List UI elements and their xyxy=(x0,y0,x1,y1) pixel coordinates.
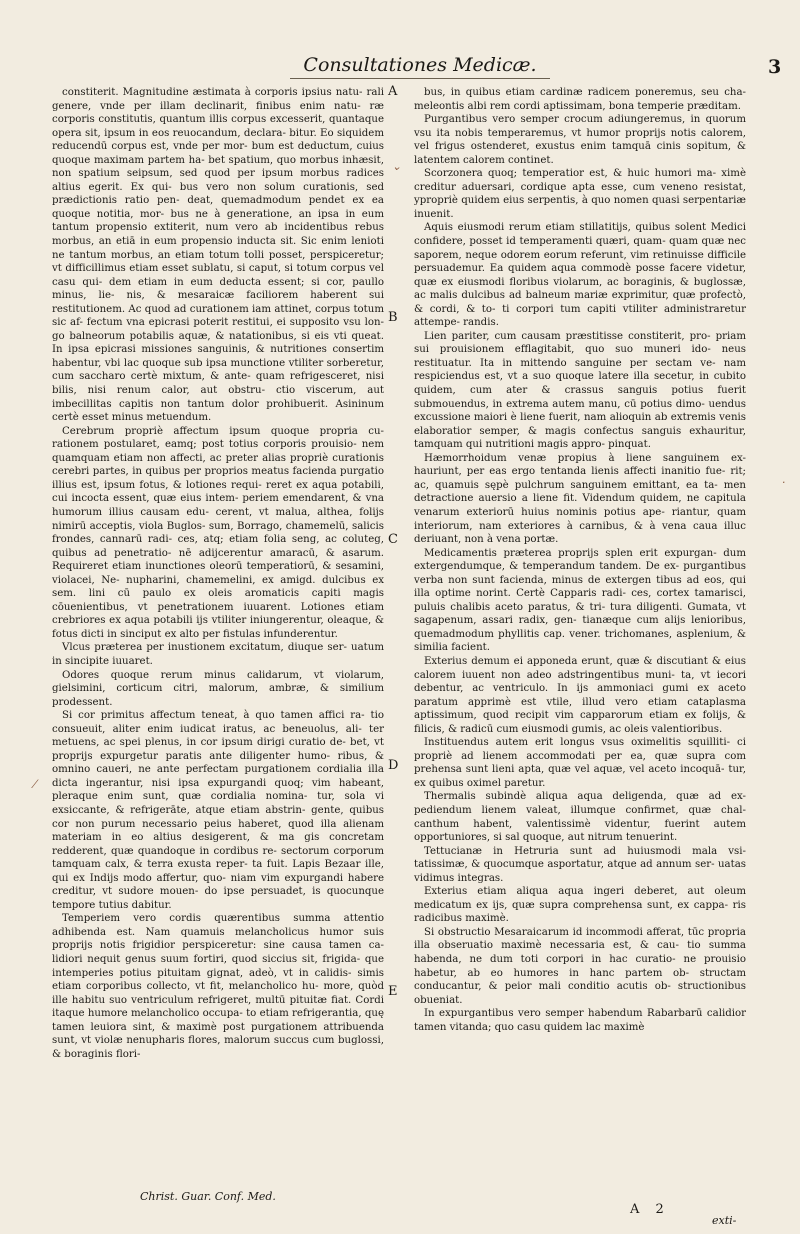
section-letter-a: A xyxy=(388,84,398,99)
paragraph: Tettucianæ in Hetruria sunt ad huiusmodi mala vsi- tatissimæ, & quocumque asportatur, atque ad annum ser- uatas vidimus integras. xyxy=(414,845,746,884)
footer-signature-line: Christ. Guar. Conf. Med. xyxy=(140,1190,276,1203)
paragraph: bus, in quibus etiam cardinæ radicem poneremus, seu cha- meleontis albi rem cordi aptissimam, bona temperie præditam. xyxy=(414,87,746,112)
paragraph: Cerebrum propriè affectum ipsum quoque propria cu- rationem postularet, eamq; post totius corporis prouisio- nem quamquam etiam non affecti, ac preter alias propriè curationis cerebri partes, in quibus per proprios meatus facienda purgatio illius est, ipsum fotus, & lotiones requi- reret ex aqua potabili, cui incocta essent, quæ eius intem- periem emendarent, & vna humorum illius causam edu- cerent, vt malua, althea, folijs nimirū acceptis, viola Buglos- sum, Borrago, chamemelū, salicis frondes, cannarū radi- ces, atq; etiam folia seng, ac coluteg, quibus ad penetratio- nē adijcerentur amaracū, & asarum. Requireret etiam inunctiones oleorū temperatiorū, & sesamini, violacei, Ne- nupharini, chamemelini, ex amigd. dulcibus ex sem. lini cū paulo ex oleis aromaticis capiti magis cōuenientibus, vt penetrationem iuuarent. Lotiones etiam crebriores ex aqua potabili ijs vtiliter iniungerentur, oleaque, & fotus dicti in sinciput ex alto per fistulas infunderentur. xyxy=(52,425,384,640)
paragraph: Si cor primitus affectum teneat, à quo tamen affici ra- tio consueuit, aliter enim iudicat iratus, ac beneuolus, ali- ter metuens, ac spei plenus, in cor ipsum dirigi curatio de- bet, vt proprijs expurgetur paratis ante diligenter humo- ribus, & omnino caueri, ne ante perfectam purgationem cordialia illa dicta ingerantur, nisi ipsa expurgandi quoq; vim habeant, pleraque enim sunt, quæ cordialia nomina- tur, sola vi exsiccante, & refrigerāte, atque etiam abstrin- gente, quibus cor non purum necessario peius haberet, quod illa alienam materiam in eo altius desigerent, & ma gis concretam redderent, quæ quandoque in cordibus re- sectorum corporum tamquam calx, & terra exusta reper- ta fuit. Lapis Bezaar ille, qui ex Indijs modo affertur, quo- niam vim expurgandi habere creditur, vt sudore mouen- do ipse persuadet, is quocunque tempore tutius dabitur. xyxy=(52,710,384,911)
running-head-title: Consultationes Medicæ. xyxy=(290,54,550,79)
section-letter-c: C xyxy=(388,532,398,547)
paragraph: Scorzonera quoq; temperatior est, & huic humori ma- ximè creditur aduersari, cordique apta esse, cum veneno resistat, ypropriè quidem eius serpentis, à quo nomen quasi serpentariæ inuenit. xyxy=(414,168,746,220)
paragraph: In expurgantibus vero semper habendum Rabarbarū calidior tamen vitanda; quo casu quidem lac maximè xyxy=(414,1008,746,1033)
paragraph: Thermalis subindè aliqua aqua deligenda, quæ ad ex- pediendum lienem valeat, illumque confirmet, quæ chal- canthum habent, valentissimè videntur, fuerint autem opportuniores, si sal quoque, aut nitrum tenuerint. xyxy=(414,791,746,844)
paragraph: Medicamentis præterea proprijs splen erit expurgan- dum extergendumque, & temperandum tandem. De ex- purgantibus verba non sunt facienda, minus de extergen tibus ad eos, qui illa optime norint. Certè Capparis radi- ces, cortex tamarisci, puluis chalibis aceto paratus, & tri- tura diligenti. Gumata, vt sagapenum, assari radix, gen- tianæque cum alijs lenioribus, quemadmodum phyllitis cap. vener. trichomanes, asplenium, & similia facient. xyxy=(414,547,746,654)
paragraph: Instituendus autem erit longus vsus oximelitis squilliti- ci propriè ad lienem accommodati per ea, quæ supra com prehensa sunt lieni apta, quæ vel aquæ, vel aceto incoquā- tur, ex quibus oximel paretur. xyxy=(414,737,746,789)
signature-mark: A 2 xyxy=(630,1202,670,1217)
right-text-column xyxy=(414,86,746,1034)
marginal-ink-mark: ⌄ xyxy=(392,160,402,173)
paragraph: Exterius etiam aliqua aqua ingeri deberet, aut oleum medicatum ex ijs, quæ supra comprehensa sunt, ex cappa- ris radicibus maximè. xyxy=(414,886,746,925)
marginal-ink-mark: · xyxy=(782,476,786,489)
paragraph: Hæmorrhoidum venæ propius à liene sanguinem ex- hauriunt, per eas ergo tentanda lienis affecti inanitio fue- rit; ac, quamuis sępè pulchrum sanguinem emittant, ea ta- men detractione auersio a liene fit. Videndum quidem, ne capitula venarum exteriorū huius nominis potius ape- riantur, quam interiorum, nam exteriores à carnibus, & à vena caua illuc deriuant, non à vena portæ. xyxy=(414,452,746,546)
paragraph: Vlcus præterea per inustionem excitatum, diuque ser- uatum in sincipite iuuaret. xyxy=(52,642,384,667)
page-number: 3 xyxy=(768,56,782,78)
paragraph: Exterius demum ei apponeda erunt, quæ & discutiant & eius calorem iuuent non adeo adstringentibus muni- ta, vt iecori debentur, ac ventriculo. In ijs ammoniaci gumi ex aceto paratum apprimè est vtile, illud vero etiam cataplasma aptissimum, quod recipit vim capparorum etiam ex folijs, & filicis, & radicū cum eiusmodi gumis, ac oleis valentioribus. xyxy=(414,655,746,735)
section-letter-d: D xyxy=(388,758,399,773)
marginal-ink-mark: ⁄ xyxy=(34,778,36,791)
paragraph: constiterit. Magnitudine æstimata à corporis ipsius natu- rali genere, vnde per illam declinarit, finibus enim natu- ræ corporis constitutis, quantum illis corpus excesserit, quantaque opera sit, ipsum in eos reuocandum, declara- bitur. Eo siquidem reducendū corpus est, vnde per mor- bum est deductum, cuius quoque maximam partem ha- bet spatium, quo morbus inhæsit, non spatium seipsum, sed quod per ipsum morbus radices altius egerit. Ex qui- bus vero non solum curationis, sed prædictionis ratio pen- deat, quemadmodum pendet ex ea quoque notitia, mor- bus ne à generatione, an ipsa in eum tantum propensio extiterit, num vero ab incidentibus rebus morbus, an etiā in eum propensio inducta sit. Sic enim lenioti ne tantum morbus, an etiam totum tolli posset, perspiceretur; vt difficillimus etiam esset sublatu, si caput, si totum corpus vel casu qui- dem etiam in eum deducta essent; si cor, paullo minus, lie- nis, & mesaraicæ faciliorem haberent sui restitutionem. Ac quod ad curationem iam attinet, corpus totum sic af- fectum vna epicrasi poterit restitui, ei supposito vsu lon- go balneorum potabilis aquæ, & natationibus, si eis vti queat. In ipsa epicrasi missiones sanguinis, & nutritiones consertim habentur, vbi lac quoque sub ipsa munctione vtiliter sorberetur, cum saccharo certè mixtum, & ante- quam refrigesceret, nisi bilis, nisi renum calor, aut obstru- ctio viscerum, aut imbecillitas capitis non tantum dolor prohibuerit. Asininum certè esset minus metuendum. xyxy=(52,87,384,424)
catchword: exti- xyxy=(712,1214,737,1227)
paragraph: Temperiem vero cordis quærentibus summa attentio adhibenda est. Nam quamuis melancholicus humor suis proprijs notis frigidior perspiceretur: sine causa tamen ca- lidiori nequit genus suum fortiri, quod siccius sit, frigida- que intemperies potius pituitam gignat, adeò, vt in calidis- simis etiam corporibus collecto, vt fit, melancholico hu- more, quòd ille habitu suo ventriculum refrigeret, multū pituitæ fiat. Cordi itaque humore melancholico occupa- to etiam refrigerantia, quę tamen leuiora sint, & maximè post purgationem attribuenda sunt, vt violæ nenupharis flores, malorum succus cum buglossi, & boraginis flori- xyxy=(52,913,384,1060)
section-letter-b: B xyxy=(388,310,398,325)
paragraph: Si obstructio Mesaraicarum id incommodi afferat, tūc propria illa obseruatio maximè necessaria est, & cau- tio summa habenda, ne dum toti corpori in hac curatio- ne prouisio habetur, ab eo humores in hanc partem ob- structam conducantur, & peior mali conditio acutis ob- structionibus obueniat. xyxy=(414,926,746,1006)
paragraph: Purgantibus vero semper crocum adiungeremus, in quorum vsu ita nobis temperaremus, vt humor proprijs notis calorem, vel frigus ostenderet, exustus enim tamquā cinis sopitum, & latentem calorem continet. xyxy=(414,114,746,166)
paragraph: Lien pariter, cum causam præstitisse constiterit, pro- priam sui prouisionem efflagitabit, quo suo muneri ido- neus restituatur. Ita in mittendo sanguine per sectam ve- nam respiciendus est, vt a suo quoque latere illa secetur, in cubito quidem, cum ater & crassus sanguis potius fuerit submouendus, in extrema autem manu, cū potius dimo- uendus excussione maiori è liene fuerit, nam alioquin ab extremis venis elaboratior semper, & magis confectus sanguis exhauritur, tamquam qui nutritioni magis appro- pinquat. xyxy=(414,330,746,451)
paragraph: Aquis eiusmodi rerum etiam stillatitijs, quibus solent Medici confidere, posset id temperamenti quæri, quam- quam quæ nec saporem, neque odorem eorum referunt, vim retinuisse difficile persuademur. Ea quidem aqua commodè posse facere videtur, quæ ex eiusmodi floribus violarum, ac boraginis, & buglossæ, ac malis dulcibus ad balneum mariæ exprimitur, quæ profectò, & cordi, & to- ti corpori tum capiti vtiliter administraretur attempe- randis. xyxy=(414,222,746,329)
section-letter-e: E xyxy=(388,984,398,999)
left-text-column xyxy=(52,86,384,1061)
paragraph: Odores quoque rerum minus calidarum, vt violarum, gielsimini, corticum citri, malorum, ambræ, & similium prodessent. xyxy=(52,669,384,708)
